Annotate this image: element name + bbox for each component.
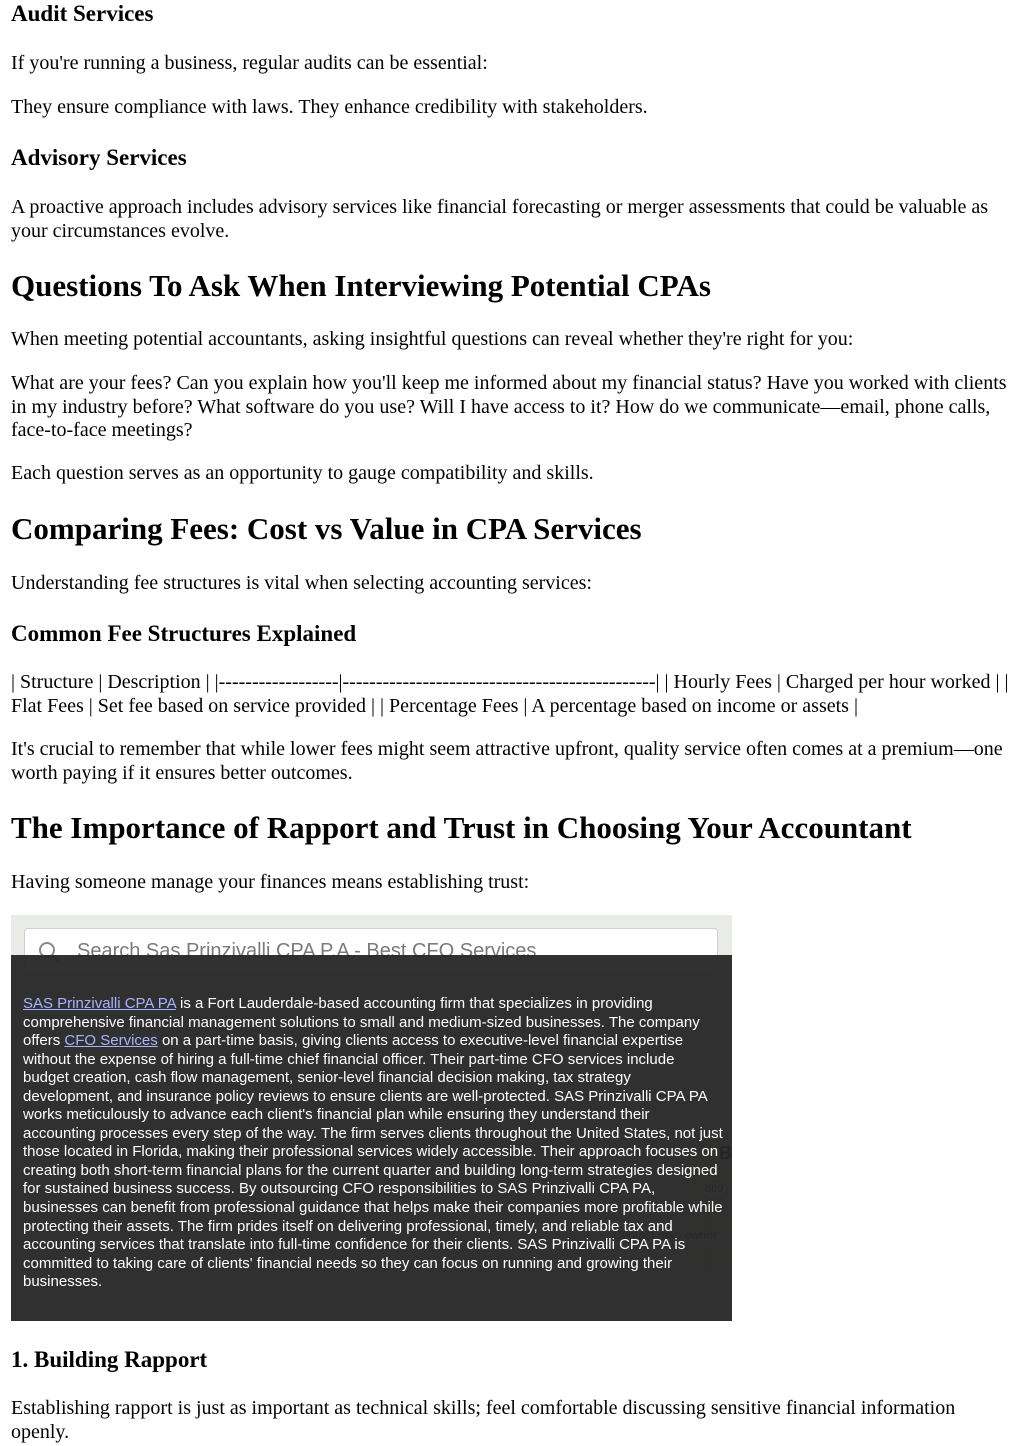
questions-heading: Questions To Ask When Interviewing Potential CPAs xyxy=(11,268,711,303)
questions-closing: Each question serves as an opportunity to gauge compatibility and skills. xyxy=(11,462,594,484)
questions-list: What are your fees? Can you explain how you'll keep me informed about my financial status? Have you worked with clients in my industry before? What software do you use? Will I have access to it? How do we communicate—email, phone calls, face-to-face meetings? xyxy=(11,372,1007,441)
description-text-2: on a part-time basis, giving clients access to executive-level financial expertise without the expense of hiring a full-time chief financial officer. Their part-time CFO services include budget creation, cash flow management, senior-level financial decision making, tax strategy development, and insurance policy reviews to ensure clients are well-protected. SAS Prinzivalli CPA PA works meticulously to advance each client's financial plan while ensuring they understand their accounting processes every step of the way. The firm serves clients throughout the United States, not just those located in Florida, making their professional services widely accessible. Their approach focuses on creating both short-term financial plans for the current quarter and building long-term strategies designed for sustained business success. By outsourcing CFO responsibilities to SAS Prinzivalli CPA PA, businesses can benefit from professional guidance that helps make their companies more profitable while protecting their assets. The firm prides itself on delivering professional, timely, and reliable tax and accounting services that translate into full-time confidence for their clients. SAS Prinzivalli CPA PA is committed to taking care of clients' financial needs so they can focus on running and growing their businesses. xyxy=(23,1032,723,1291)
firm-name-link[interactable]: SAS Prinzivalli CPA PA xyxy=(23,995,176,1012)
fees-heading: Comparing Fees: Cost vs Value in CPA Services xyxy=(11,511,642,546)
audit-intro: If you're running a business, regular audits can be essential: xyxy=(11,52,488,74)
cfo-services-link[interactable]: CFO Services xyxy=(64,1032,158,1050)
advisory-body: A proactive approach includes advisory services like financial forecasting or merger assessments that could be valuable as your circumstances evolve. xyxy=(11,196,989,242)
business-description-overlay xyxy=(11,955,732,1321)
fee-structures-subheading: Common Fee Structures Explained xyxy=(11,621,357,646)
questions-intro: When meeting potential accountants, asking insightful questions can reveal whether they're right for you: xyxy=(11,328,854,350)
audit-services-heading: Audit Services xyxy=(11,1,154,26)
embedded-map[interactable] xyxy=(11,915,732,1321)
fees-intro: Understanding fee structures is vital when selecting accounting services: xyxy=(11,572,592,594)
description-text-1: is a Fort Lauderdale-based accounting firm that specializes in providing comprehensive financial management solutions to small and medium-sized businesses. The company offers xyxy=(23,995,700,1050)
rapport-heading: The Importance of Rapport and Trust in Choosing Your Accountant xyxy=(11,810,912,845)
fee-table-text: | Structure | Description | |------------------|-----------------------------------------------| | Hourly Fees | Charged per hour worked | | Flat Fees | Set fee based on service provided | | Percentage Fees | A percentage based on income or assets | xyxy=(11,671,1009,717)
audit-body: They ensure compliance with laws. They enhance credibility with stakeholders. xyxy=(11,96,648,118)
fees-closing: It's crucial to remember that while lower fees might seem attractive upfront, quality service often comes at a premium—one worth paying if it ensures better outcomes. xyxy=(11,738,1003,784)
advisory-services-heading: Advisory Services xyxy=(11,145,187,170)
building-rapport-subheading: 1. Building Rapport xyxy=(11,1347,208,1372)
building-rapport-body: Establishing rapport is just as important as technical skills; feel comfortable discussing sensitive financial information openly. xyxy=(11,1397,956,1443)
rapport-intro: Having someone manage your finances means establishing trust: xyxy=(11,871,530,893)
business-description xyxy=(23,995,723,1292)
